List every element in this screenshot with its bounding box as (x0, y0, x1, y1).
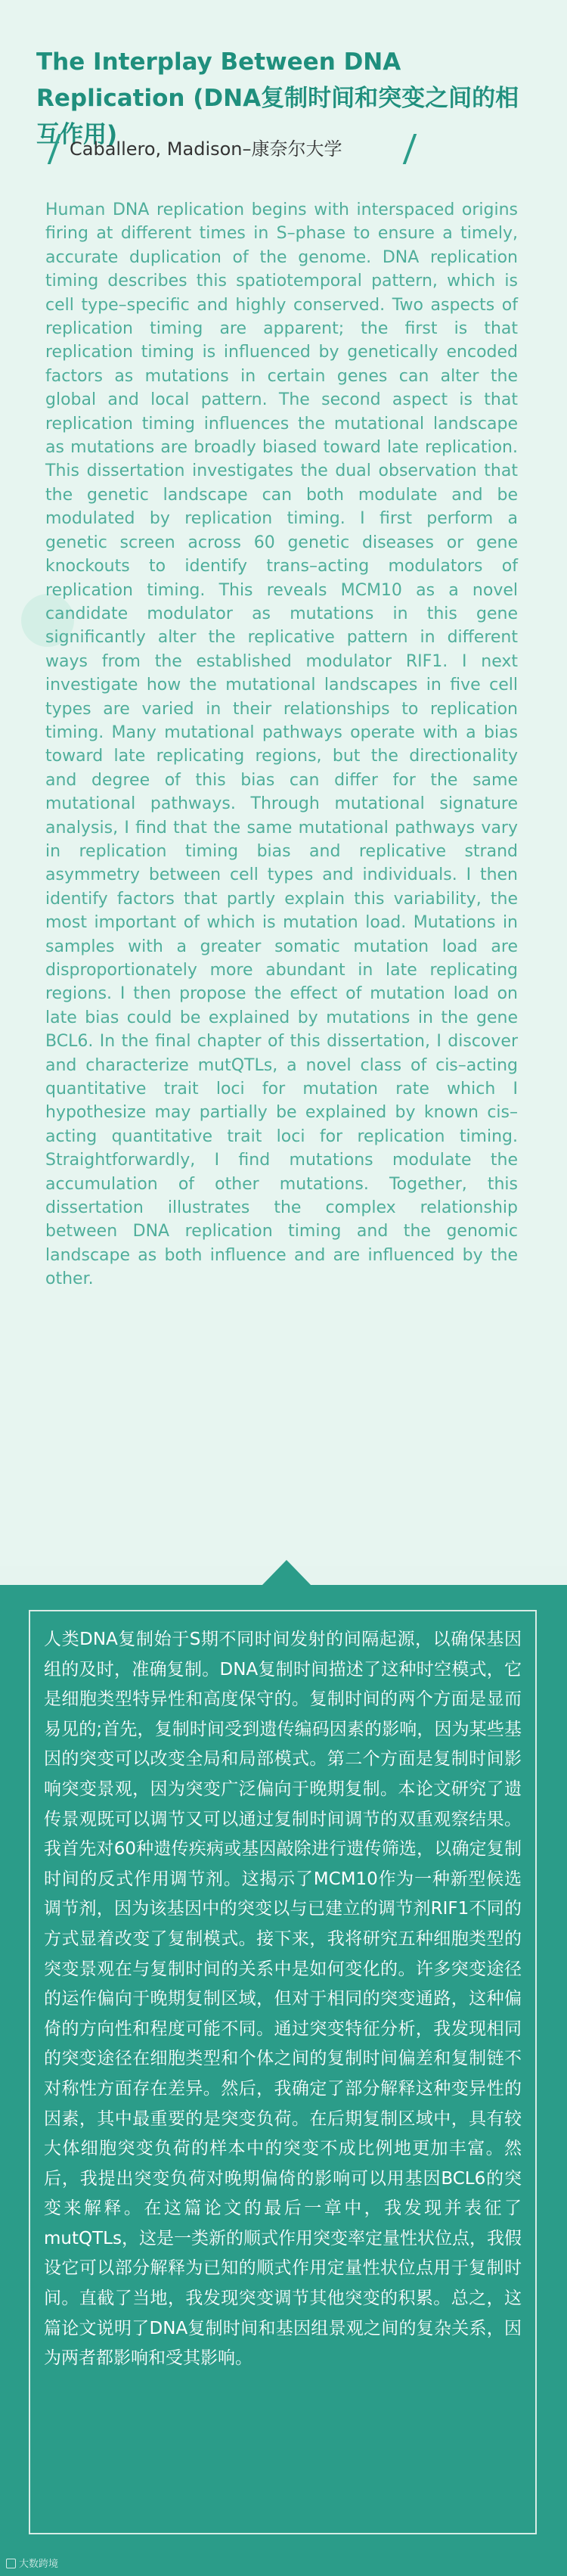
watermark (6, 2557, 58, 2572)
slash-decoration-icon (48, 134, 62, 164)
page-title: The Interplay Between DNA Replication (DNA复制时间和突变之间的相互作用) (36, 48, 519, 148)
slash-decoration-icon (403, 134, 417, 164)
chinese-abstract: 人类DNA复制始于S期不同时间发射的间隔起源，以确保基因组的及时，准确复制。DNA复制时间描述了这种时空模式，它是细胞类型特异性和高度保守的。复制时间的两个方面是显而易见的;首先，复制时间受到遗传编码因素的影响，因为某些基因的突变可以改变全局和局部模式。第二个方面是复制时间影响突变景观，因为突变广泛偏向于晚期复制。本论文研究了遗传景观既可以调节又可以通过复制时间调节的双重观察结果。我首先对60种遗传疾病或基因敲除进行遗传筛选，以确定复制时间的反式作用调节剂。这揭示了MCM10作为一种新型候选调节剂，因为该基因中的突变以与已建立的调节剂RIF1不同的方式显着改变了复制模式。接下来，我将研究五种细胞类型的突变景观在与复制时间的关系中是如何变化的。许多突变途径的运作偏向于晚期复制区域，但对于相同的突变通路，这种偏倚的方向性和程度可能不同。通过突变特征分析，我发现相同的突变途径在细胞类型和个体之间的复制时间偏差和复制链不对称性方面存在差异。然后，我确定了部分解释这种变异性的因素，其中最重要的是突变负荷。在后期复制区域中，具有较大体细胞突变负荷的样本中的突变不成比例地更加丰富。然后，我提出突变负荷对晚期偏倚的影响可以用基因BCL6的突变来解释。在这篇论文的最后一章中，我发现并表征了mutQTLs，这是一类新的顺式作用突变率定量性状位点，我假设它可以部分解释为已知的顺式作用定量性状位点用于复制时间。直截了当地，我发现突变调节其他突变的积累。总之，这篇论文说明了DNA复制时间和基因组景观之间的复杂关系，因为两者都影响和受其影响。 (44, 1630, 522, 2369)
author-line (30, 132, 514, 166)
watermark-text: 大数跨境 (19, 2559, 59, 2570)
english-abstract: Human DNA replication begins with interspaced origins firing at different times in S–phase to ensure a timely, accurate duplication of the genome. DNA replication timing describes this spatiotemporal pattern, which is cell type–specific and highly conserved. Two aspects of replication timing are apparent; the first is that replication timing is influenced by genetically encoded factors as mutations in certain genes can alter the global and local pattern. The second aspect is that replication timing influences the mutational landscape as mutations are broadly biased toward late replication. This dissertation investigates the dual observation that the genetic landscape can both modulate and be modulated by replication timing. I first perform a genetic screen across 60 genetic diseases or gene knockouts to identify trans–acting modulators of replication timing. This reveals MCM10 as a novel candidate modulator as mutations in this gene significantly alter the replicative pattern in different ways from the established modulator RIF1. I next investigate how the mutational landscapes in five cell types are varied in their relationships to replication timing. Many mutational pathways operate with a bias toward late replicating regions, but the directionality and degree of this bias can differ for the same mutational pathways. Through mutational signature analysis, I find that the same mutational pathways vary in replication timing bias and replicative strand asymmetry between cell types and individuals. I then identify factors that partly explain this variability, the most important of which is mutation load. Mutations in samples with a greater somatic mutation load are disproportionately more abundant in late replicating regions. I then propose the effect of mutation load on late bias could be explained by mutations in the gene BCL6. In the final chapter of this dissertation, I discover and characterize mutQTLs, a novel class of cis–acting quantitative trait loci for mutation rate which I hypothesize may partially be explained by known cis–acting quantitative trait loci for replication timing. Straightforwardly, I find mutations modulate the accumulation of other mutations. Together, this dissertation illustrates the complex relationship between DNA replication timing and the genomic landscape as both influence and are influenced by the other. (45, 200, 518, 1289)
section-divider-notch (262, 1560, 311, 1586)
watermark-logo-icon (6, 2559, 16, 2568)
author-name: Caballero, Madison–康奈尔大学 (70, 138, 342, 160)
